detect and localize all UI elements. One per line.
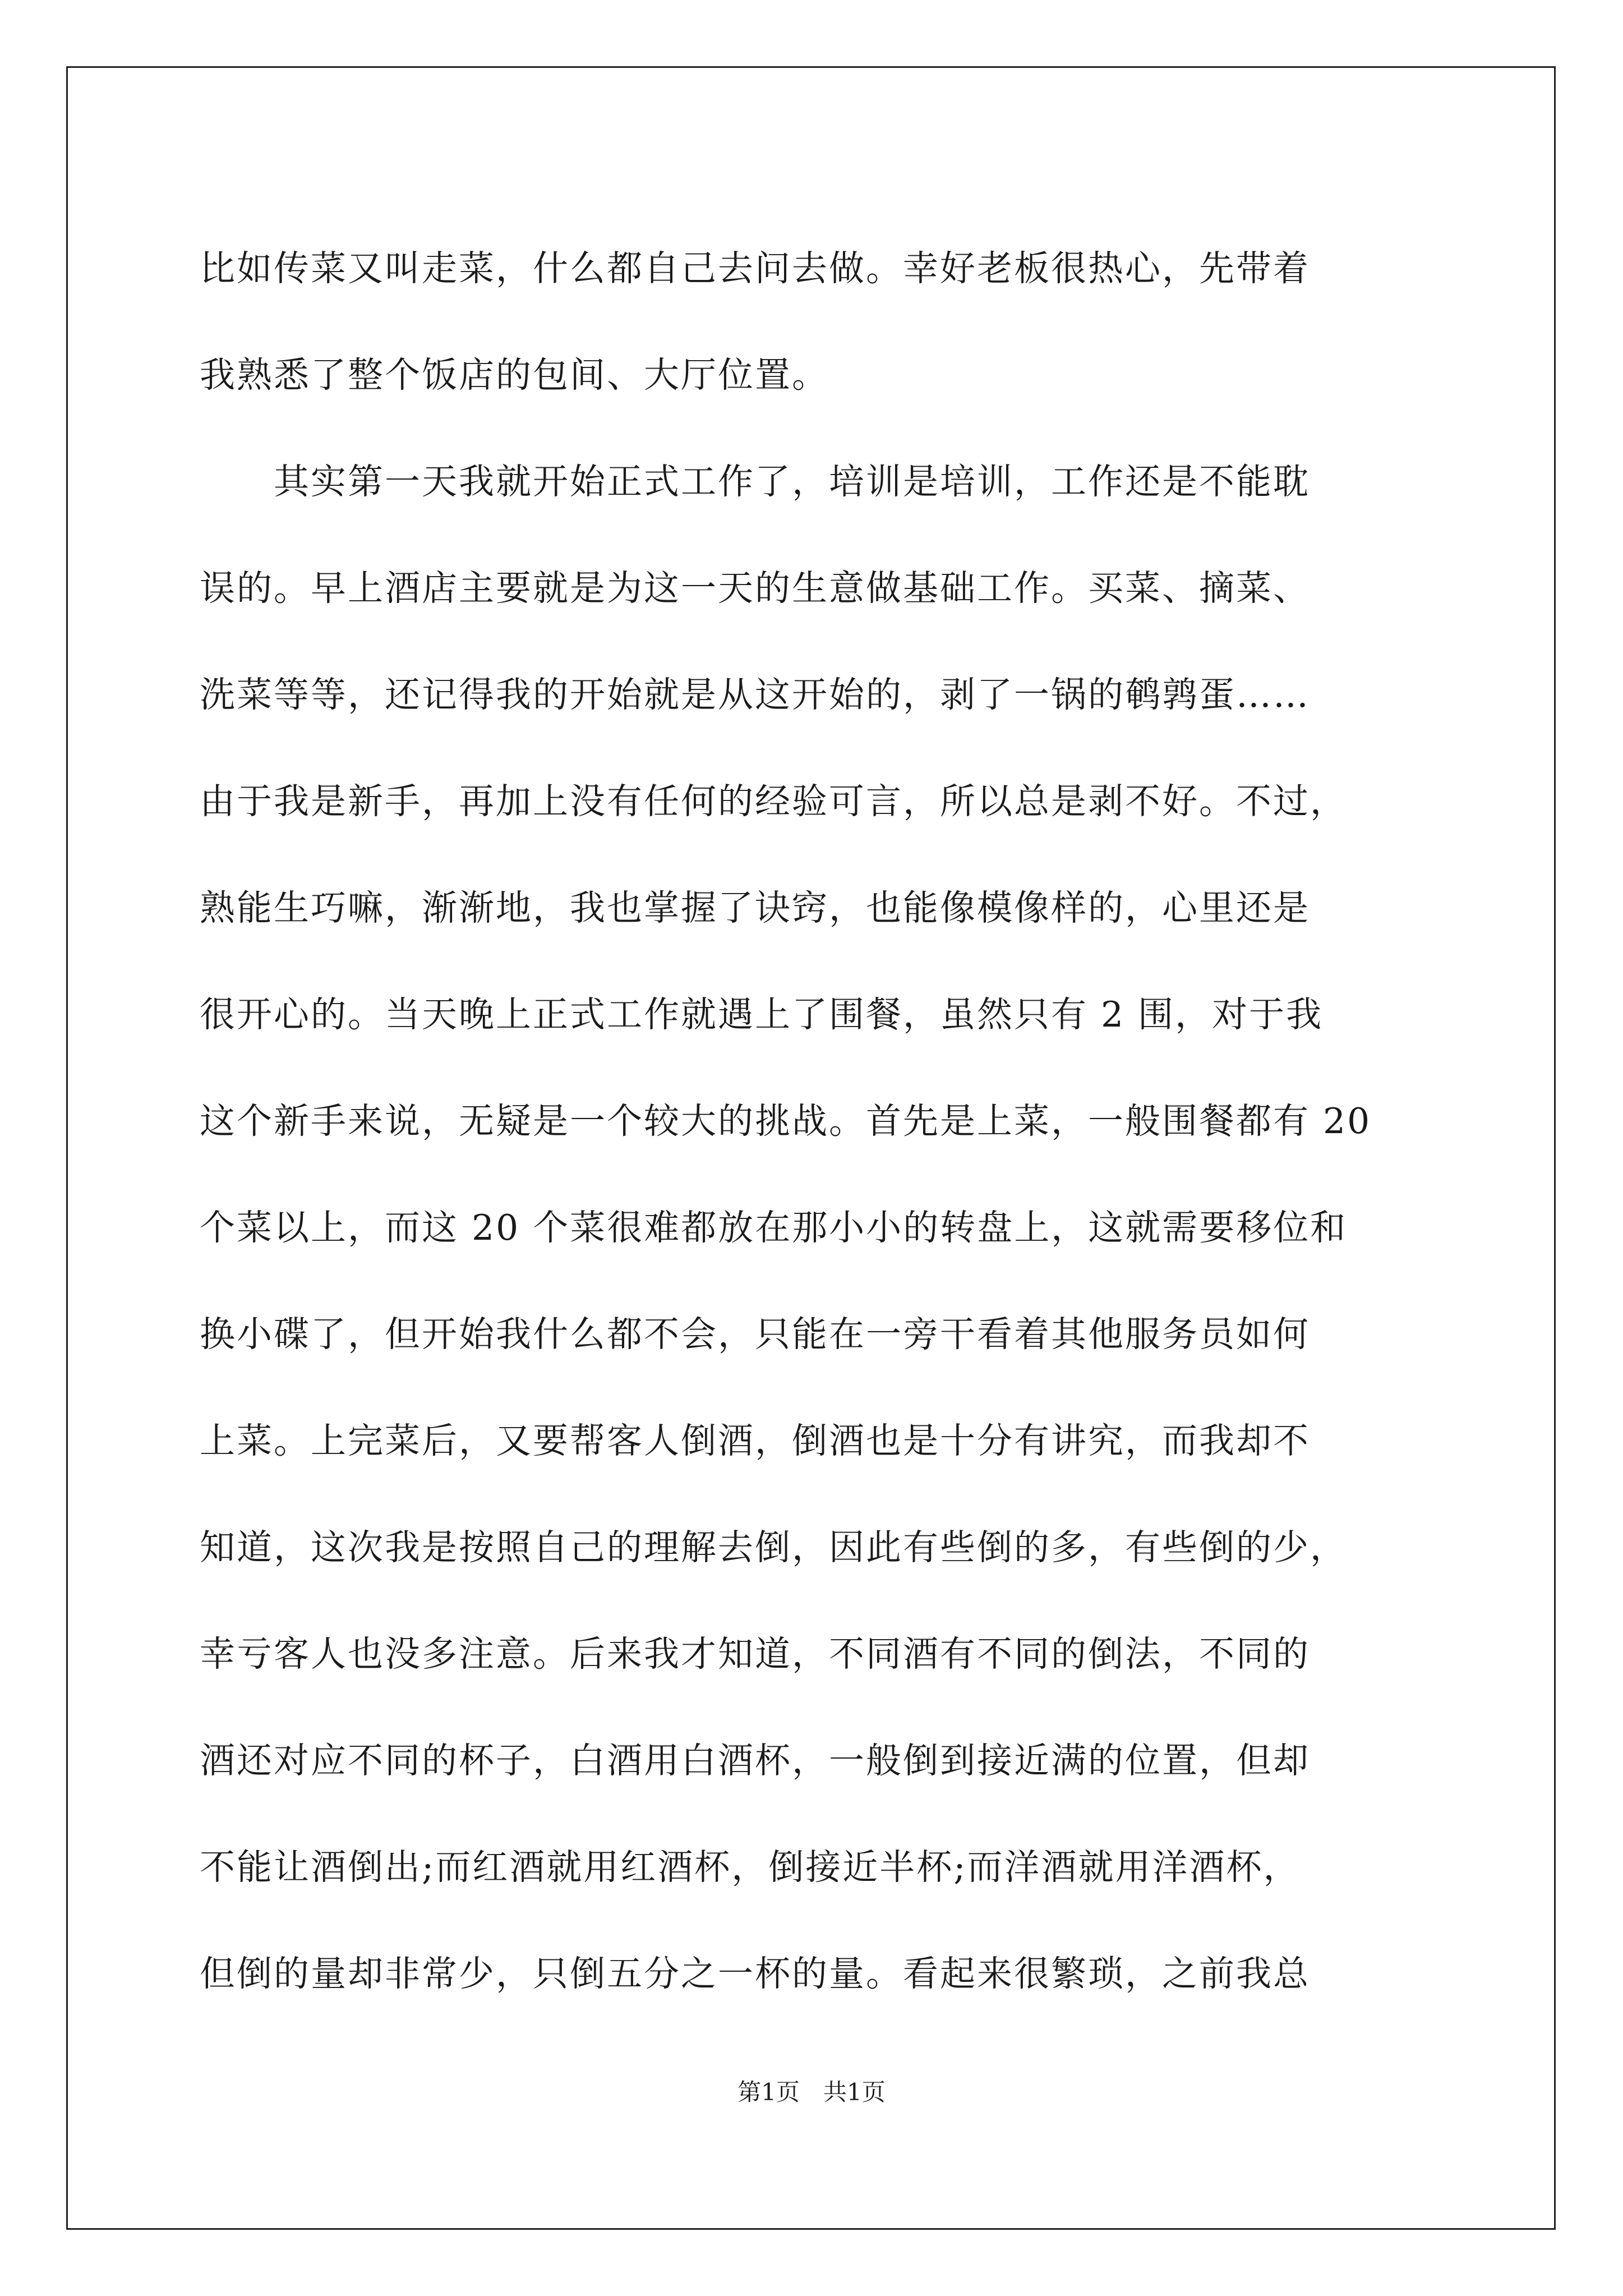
document-body (200, 215, 1433, 2027)
text-line: 换小碟了，但开始我什么都不会，只能在一旁干看着其他服务员如何 (200, 1314, 1310, 1355)
text-line: 知道，这次我是按照自己的理解去倒，因此有些倒的多，有些倒的少， (200, 1527, 1347, 1568)
text-line: 不能让酒倒出;而红酒就用红酒杯，倒接近半杯;而洋酒就用洋酒杯， (200, 1847, 1301, 1888)
text-line: 洗菜等等，还记得我的开始就是从这开始的，剥了一锅的鹌鹑蛋…… (200, 674, 1310, 715)
text-line: 酒还对应不同的杯子，白酒用白酒杯，一般倒到接近满的位置，但却 (200, 1740, 1310, 1781)
text-line: 我熟悉了整个饭店的包间、大厅位置。 (200, 355, 829, 395)
text-line: 上菜。上完菜后，又要帮客人倒酒，倒酒也是十分有讲究，而我却不 (200, 1420, 1310, 1461)
text-line: 其实第一天我就开始正式工作了，培训是培训，工作还是不能耽 (200, 461, 1310, 502)
text-line: 比如传菜又叫走菜，什么都自己去问去做。幸好老板很热心，先带着 (200, 248, 1310, 289)
text-line: 由于我是新手，再加上没有任何的经验可言，所以总是剥不好。不过， (200, 781, 1347, 822)
text-line: 很开心的。当天晚上正式工作就遇上了围餐，虽然只有 2 围，对于我 (200, 994, 1324, 1035)
text-line: 这个新手来说，无疑是一个较大的挑战。首先是上菜，一般围餐都有 20 (200, 1101, 1372, 1142)
page-number-footer: 第1页 共1页 (737, 2078, 886, 2106)
text-line: 幸亏客人也没多注意。后来我才知道，不同酒有不同的倒法，不同的 (200, 1634, 1310, 1674)
text-line: 个菜以上，而这 20 个菜很难都放在那小小的转盘上，这就需要移位和 (200, 1207, 1348, 1248)
text-line: 误的。早上酒店主要就是为这一天的生意做基础工作。买菜、摘菜、 (200, 568, 1310, 609)
text-line: 熟能生巧嘛，渐渐地，我也掌握了诀窍，也能像模像样的，心里还是 (200, 887, 1310, 928)
text-line: 但倒的量却非常少，只倒五分之一杯的量。看起来很繁琐，之前我总 (200, 1953, 1310, 1994)
